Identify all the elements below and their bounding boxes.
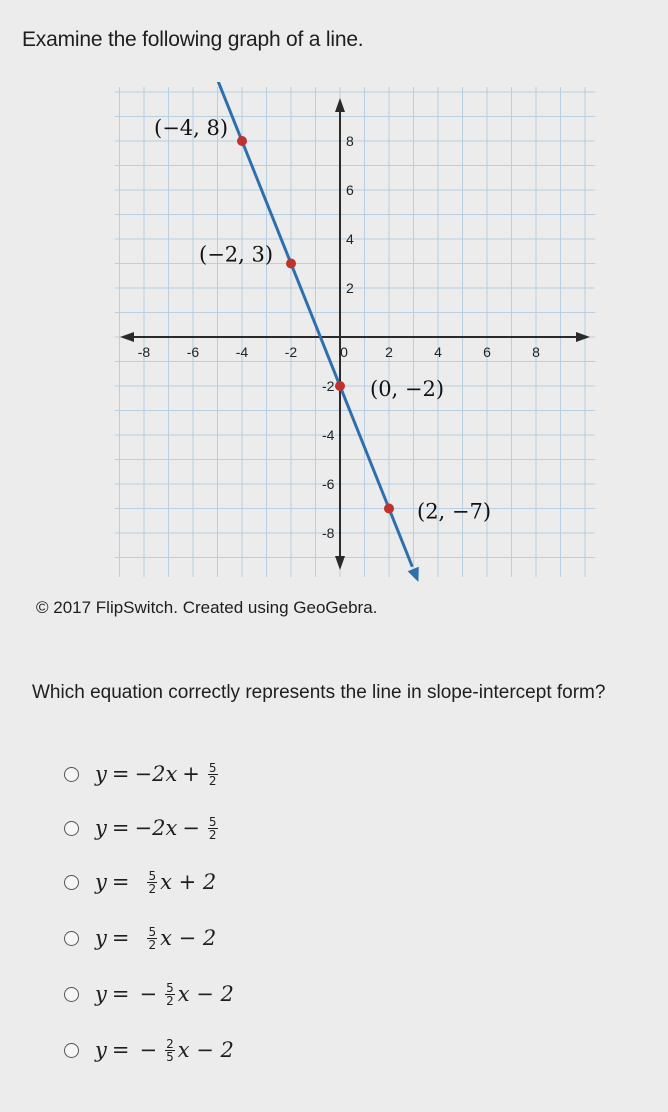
eq-sign: = (111, 816, 130, 840)
line-graph (100, 82, 600, 582)
eq-sign: = (111, 762, 130, 786)
y-tick-label: -8 (322, 525, 335, 541)
y-tick-label: 2 (346, 280, 354, 296)
option-6[interactable] (64, 1032, 324, 1068)
x-axis-arrow-right (576, 332, 590, 342)
eq-term: −2x (134, 762, 178, 786)
y-tick-label: 4 (346, 231, 354, 247)
y-tick-label: -2 (322, 378, 335, 394)
plotted-point (384, 504, 394, 514)
x-tick-label: -8 (137, 344, 151, 360)
x-tick-label: 8 (532, 344, 540, 360)
radio-button[interactable] (64, 767, 79, 782)
frac-numerator: 2 (166, 1036, 174, 1051)
eq-lhs: y (95, 762, 107, 786)
frac-numerator: 5 (148, 868, 157, 883)
point-label: (0, −2) (370, 377, 445, 401)
x-tick-label: 0 (340, 344, 348, 360)
frac-numerator: 5 (148, 924, 157, 939)
option-equation (95, 1038, 234, 1063)
option-equation (95, 762, 221, 787)
option-equation (95, 926, 216, 951)
frac-denominator: 2 (208, 827, 217, 842)
x-axis-arrow-left (120, 332, 134, 342)
eq-term-after: x − 2 (177, 1038, 234, 1062)
frac-denominator: 5 (166, 1049, 174, 1064)
y-axis-arrow-up (335, 98, 345, 112)
x-tick-label: -2 (284, 344, 298, 360)
eq-sign: = (111, 1038, 130, 1062)
eq-sign: = (111, 982, 130, 1006)
y-tick-label: 8 (346, 133, 354, 149)
eq-operator: + (182, 762, 200, 786)
radio-button[interactable] (64, 821, 79, 836)
eq-fraction (147, 926, 157, 951)
frac-numerator: 5 (166, 980, 174, 995)
radio-button[interactable] (64, 1043, 79, 1058)
option-3[interactable] (64, 864, 324, 900)
graphed-line (215, 82, 412, 567)
credit-text: © 2017 FlipSwitch. Created using GeoGebra. (36, 598, 378, 617)
plotted-point (335, 381, 345, 391)
option-2[interactable] (64, 810, 324, 846)
point-label: (−2, 3) (199, 242, 274, 267)
eq-lhs: y (95, 870, 107, 894)
option-5[interactable] (64, 976, 324, 1012)
eq-lhs: y (95, 1038, 107, 1062)
question-text: Which equation correctly represents the line in slope-intercept form? (32, 682, 606, 703)
eq-fraction (208, 816, 218, 841)
point-label: (−4, 8) (154, 116, 229, 140)
x-tick-label: 6 (483, 344, 491, 360)
radio-button[interactable] (64, 931, 79, 946)
y-tick-label: -6 (322, 476, 335, 492)
eq-operator: − (182, 816, 200, 840)
eq-fraction (165, 982, 175, 1007)
eq-lhs: y (95, 816, 107, 840)
plotted-point (237, 136, 247, 146)
eq-operator: − (139, 982, 158, 1006)
y-axis-arrow-down (335, 556, 345, 570)
eq-operator: − (139, 1038, 158, 1062)
line-arrow-down (408, 567, 419, 582)
y-tick-label: 6 (346, 182, 354, 198)
x-tick-label: 4 (434, 344, 442, 360)
frac-numerator: 5 (208, 760, 217, 775)
frac-denominator: 2 (148, 881, 157, 896)
eq-term: −2x (134, 816, 178, 840)
eq-fraction (147, 870, 157, 895)
frac-denominator: 2 (208, 773, 217, 788)
plotted-point (286, 259, 296, 269)
option-equation (95, 816, 221, 841)
radio-button[interactable] (64, 875, 79, 890)
eq-sign: = (111, 926, 130, 950)
option-4[interactable] (64, 920, 324, 956)
prompt-text: Examine the following graph of a line. (22, 28, 364, 51)
frac-denominator: 2 (148, 937, 157, 952)
eq-term-after: x + 2 (160, 870, 217, 894)
option-equation (95, 982, 234, 1007)
radio-button[interactable] (64, 987, 79, 1002)
option-equation (95, 870, 216, 895)
option-1[interactable] (64, 756, 324, 792)
x-tick-label: -6 (186, 344, 200, 360)
eq-sign: = (111, 870, 130, 894)
graph-canvas (100, 82, 600, 582)
frac-numerator: 5 (208, 814, 217, 829)
eq-term-after: x − 2 (160, 926, 217, 950)
x-tick-label: 2 (385, 344, 393, 360)
eq-fraction (165, 1038, 175, 1063)
eq-lhs: y (95, 926, 107, 950)
frac-denominator: 2 (166, 993, 174, 1008)
eq-lhs: y (95, 982, 107, 1006)
y-tick-label: -4 (322, 427, 335, 443)
x-tick-label: -4 (235, 344, 249, 360)
eq-term-after: x − 2 (177, 982, 234, 1006)
eq-fraction (208, 762, 218, 787)
point-label: (2, −7) (417, 499, 492, 524)
